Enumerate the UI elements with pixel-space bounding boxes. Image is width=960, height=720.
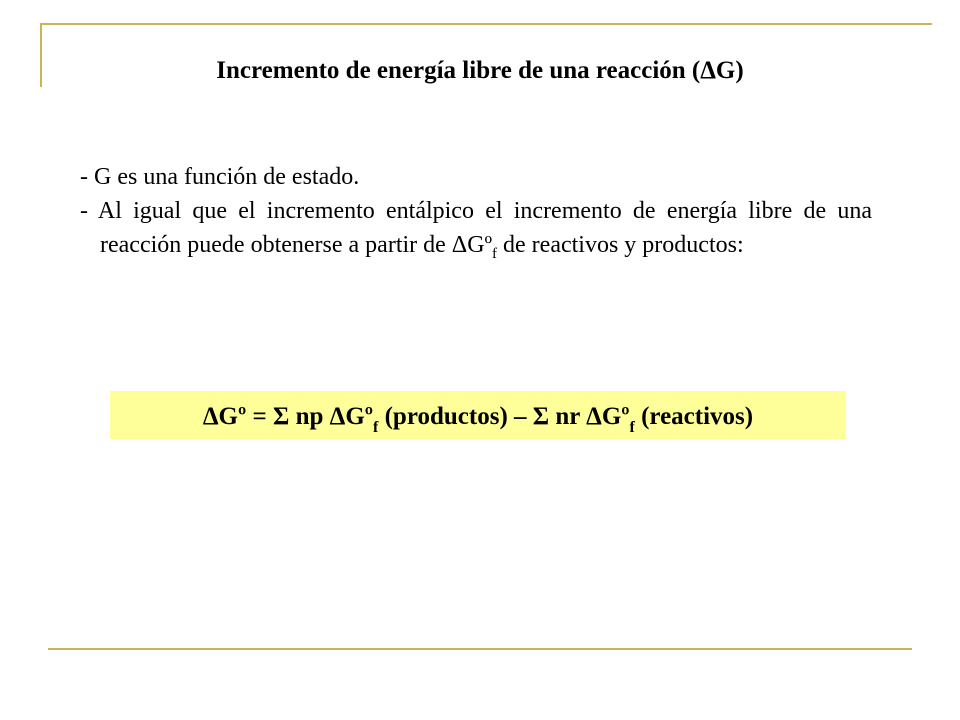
formula-subscript-2: f <box>629 419 635 436</box>
bullet-state-function: - G es una función de estado. <box>80 164 360 190</box>
gibbs-formula-box <box>110 391 846 439</box>
formula-part-1: ΔGº = Σ np ΔGº <box>202 403 374 430</box>
body-text <box>80 160 872 265</box>
bullet-free-energy-main-text: - Al igual que el incremento entálpico el incremento de energía libre de una reacción puede obtenerse a partir de ΔGº <box>80 198 872 258</box>
formula-subscript-1: f <box>373 419 379 436</box>
bottom-horizontal-rule <box>48 648 912 650</box>
formula-part-2: (productos) – Σ nr ΔGº <box>378 403 630 430</box>
bullet-free-energy-increment <box>80 194 872 265</box>
formation-subscript: f <box>492 246 498 262</box>
top-horizontal-rule <box>40 23 932 25</box>
formula-part-3: (reactivos) <box>634 403 754 430</box>
slide-title: Incremento de energía libre de una reacción (ΔG) <box>216 57 744 84</box>
bullet-free-energy-tail-text: de reactivos y productos: <box>497 232 744 258</box>
